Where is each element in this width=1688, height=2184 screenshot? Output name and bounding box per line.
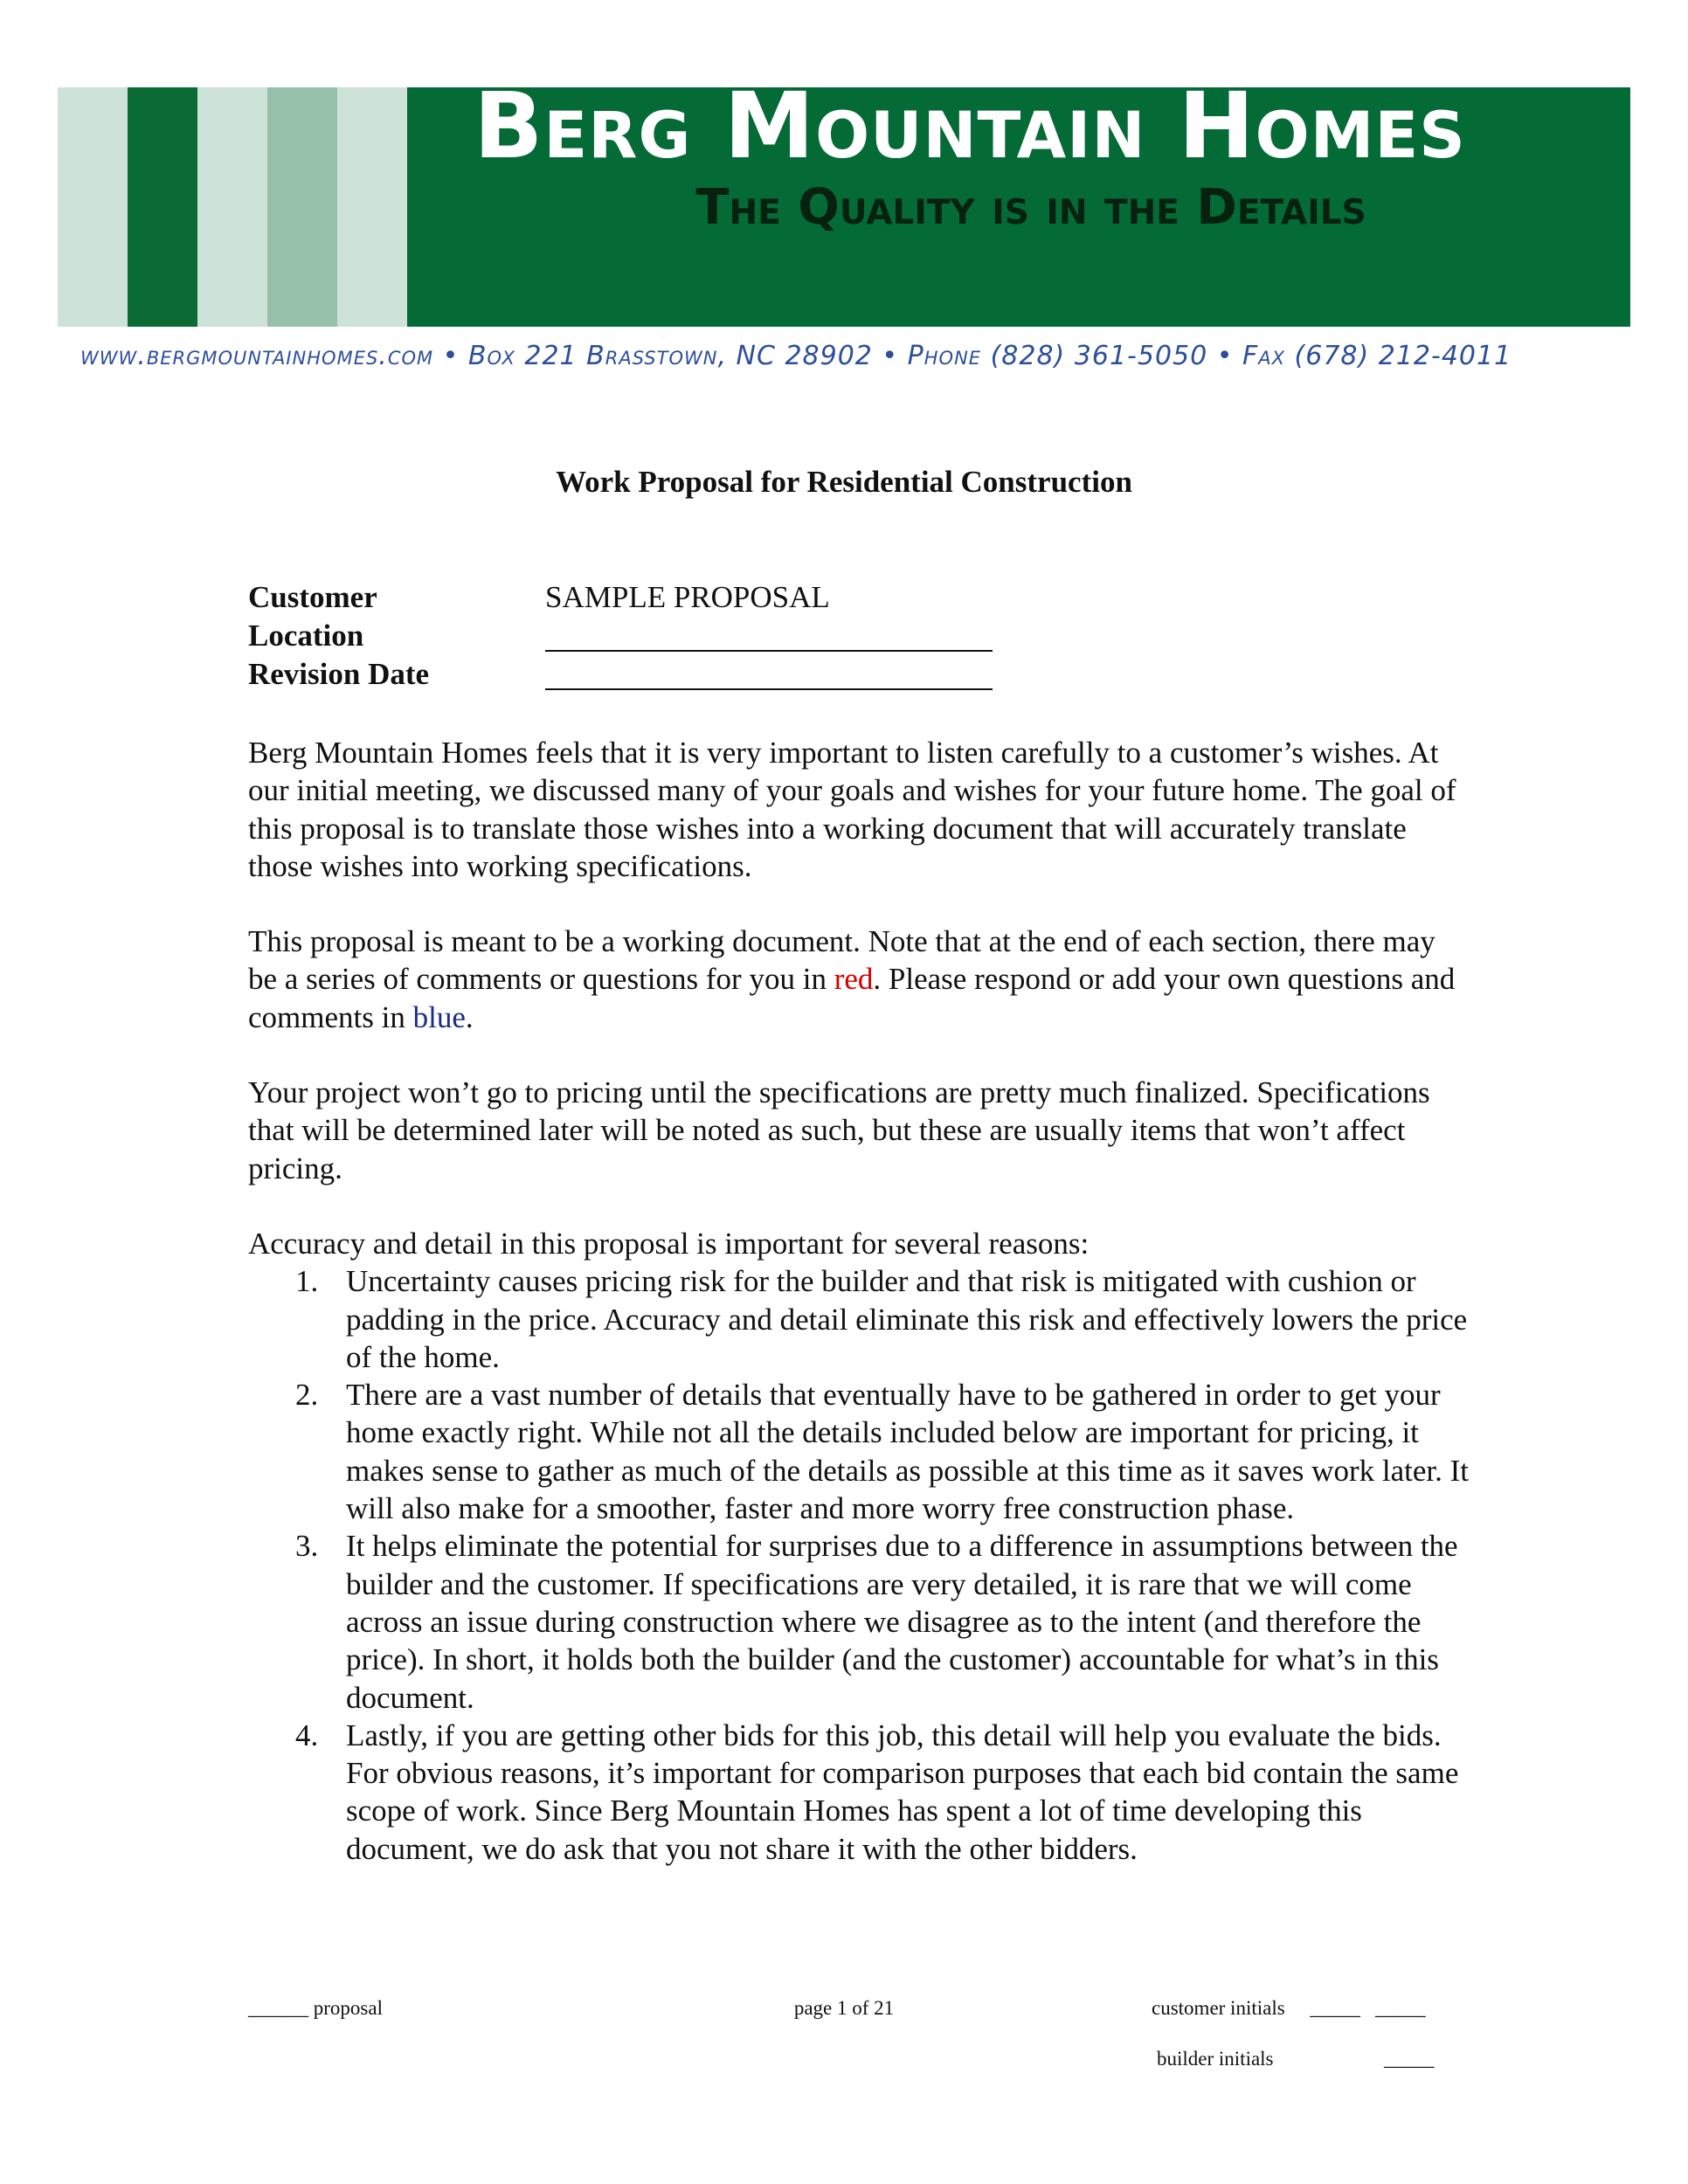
pricing-paragraph: Your project won’t go to pricing until the specifications are pretty much finalized. Specifications that will be determined later will be noted as such, but these are usually items that won’t affect pricing.: [248, 1075, 1430, 1185]
location-blank-line: [545, 650, 993, 652]
intro-paragraph: Berg Mountain Homes feels that it is very important to listen carefully to a customer’s wishes. At our initial meeting, we discussed many of your goals and wishes for your future home. The goal of this proposal is to translate those wishes into a working document that will accurately translate those wishes into working specifications.: [248, 736, 1456, 883]
list-item: [248, 1262, 1471, 1376]
list-item-text: Uncertainty causes pricing risk for the builder and that risk is mitigated with cushion or padding in the price. Accuracy and detail eliminate this risk and effectively lowers the price of the home.: [346, 1264, 1468, 1374]
company-name: Berg Mountain Homes: [474, 73, 1466, 179]
list-item-text: It helps eliminate the potential for surprises due to a difference in assumptions between the builder and the customer. If specifications are very detailed, it is rare that we will come across an issue during construction where we disagree as to the intent (and therefore the price). In short, it holds both the builder (and the customer) accountable for what’s in this document.: [346, 1529, 1458, 1715]
list-item: [248, 1717, 1471, 1868]
customer-label: Customer: [248, 580, 377, 614]
list-item: [248, 1376, 1471, 1527]
red-color-word: red: [834, 962, 874, 997]
revision-date-blank-line: [545, 688, 993, 690]
banner-stripe: [337, 87, 407, 327]
location-label: Location: [248, 619, 364, 653]
banner-stripe: [58, 87, 128, 327]
list-number: 1.: [295, 1264, 319, 1299]
list-item-text: There are a vast number of details that eventually have to be gathered in order to get your home exactly right. While not all the details included below are important for pricing, it makes sense to gather as much of the details as possible at this time as it saves work later. It will also make for a smoother, faster and more worry free construction phase.: [346, 1378, 1469, 1526]
reasons-intro: Accuracy and detail in this proposal is important for several reasons:: [248, 1226, 1090, 1261]
customer-value: SAMPLE PROPOSAL: [545, 580, 830, 614]
paragraph-text: This proposal is meant to be a working document. Note that at the end of each section, there may be a series of comments or questions for you in: [248, 924, 1435, 997]
list-item-text: Lastly, if you are getting other bids for this job, this detail will help you evaluate the bids. For obvious reasons, it’s important for comparison purposes that each bid contain the same scope of work. Since Berg Mountain Homes has spent a lot of time developing this document, we do ask that you not share it with the other bidders.: [346, 1717, 1459, 1866]
footer-page-number: page 1 of 21: [793, 1997, 895, 2019]
list-number: 4.: [295, 1717, 319, 1752]
revision-date-label: Revision Date: [248, 657, 430, 691]
footer-builder-initials: builder initials _____: [1157, 2048, 1435, 2070]
company-tagline: The Quality is in the Details: [695, 179, 1366, 236]
working-document-paragraph: [248, 923, 1471, 1036]
footer-proposal-initials: ______ proposal: [248, 1997, 383, 2019]
contact-line: www.bergmountainhomes.com • Box 221 Brasstown, NC 28902 • Phone (828) 361-5050 • Fax (678) 212-4011: [80, 341, 1512, 371]
paragraph-text: . Please respond or add your own questions and comments in: [248, 962, 1456, 1034]
list-number: 2.: [295, 1378, 319, 1413]
banner-stripe: [128, 87, 197, 327]
list-number: 3.: [295, 1529, 319, 1564]
footer-customer-initials: customer initials _____ _____: [1152, 1997, 1426, 2019]
document-title: Work Proposal for Residential Construction: [556, 465, 1132, 499]
banner-stripe: [197, 87, 267, 327]
blue-color-word: blue: [412, 999, 466, 1034]
banner-stripe: [267, 87, 337, 327]
paragraph-text: .: [465, 999, 474, 1034]
reasons-list: [248, 1262, 1471, 1868]
list-item: [248, 1527, 1471, 1716]
document-body: [248, 734, 1471, 1868]
